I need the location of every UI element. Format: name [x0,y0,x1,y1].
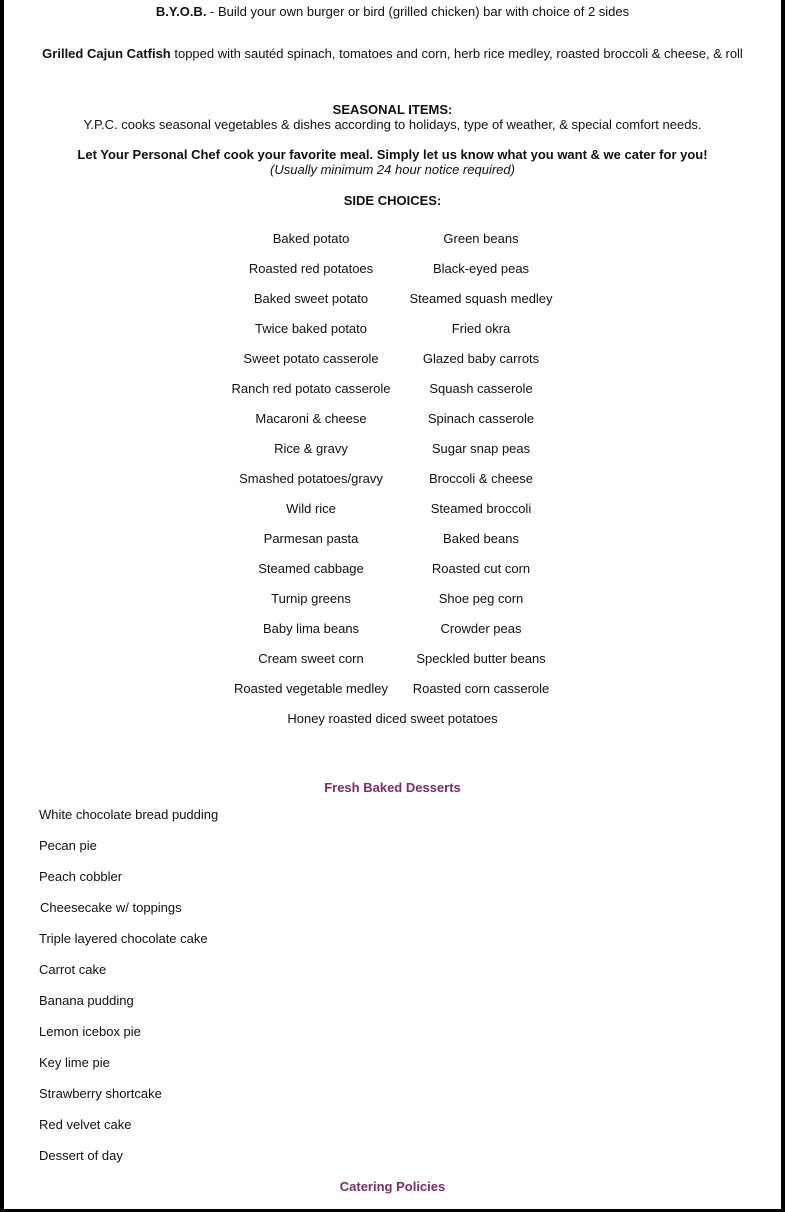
side-item-last: Honey roasted diced sweet potatoes [287,711,498,726]
side-item: Roasted red potatoes [248,261,374,276]
side-item: Baked sweet potato [253,291,369,306]
side-item: Macaroni & cheese [255,411,367,426]
side-item: Green beans [443,231,519,246]
side-item: Baked potato [272,231,350,246]
personal-chef-text: Let Your Personal Chef cook your favorite meal. Simply let us know what you want & we cater for you! [77,147,708,162]
desserts-heading: Fresh Baked Desserts [324,780,461,795]
side-item: Shoe peg corn [438,591,524,606]
side-item: Roasted vegetable medley [234,681,388,696]
side-item: Twice baked potato [254,321,368,336]
dessert-item: Triple layered chocolate cake [39,931,208,946]
side-item: Sweet potato casserole [243,351,379,366]
dessert-item: Pecan pie [39,838,97,853]
side-item: Glazed baby carrots [422,351,540,366]
side-item: Fried okra [451,321,511,336]
side-item: Baked beans [443,531,519,546]
side-item: Steamed squash medley [409,291,553,306]
side-choices-heading: SIDE CHOICES: [343,193,442,208]
side-item: Black-eyed peas [432,261,530,276]
catering-policies-heading: Catering Policies [339,1179,446,1194]
dessert-item: Strawberry shortcake [39,1086,162,1101]
catfish-item [4,46,781,62]
side-item: Smashed potatoes/gravy [239,471,383,486]
side-item: Roasted corn casserole [412,681,550,696]
side-item: Ranch red potato casserole [231,381,391,396]
dessert-item: Banana pudding [39,993,134,1008]
dessert-item: Lemon icebox pie [39,1024,141,1039]
side-item: Parmesan pasta [263,531,359,546]
side-item: Crowder peas [440,621,522,636]
side-item: Cream sweet corn [258,651,364,666]
side-item: Steamed cabbage [258,561,364,576]
dessert-item: Carrot cake [39,962,107,977]
side-item: Baby lima beans [262,621,360,636]
dessert-item: Cheesecake w/ toppings [40,900,182,915]
catfish-label: Grilled Cajun Catfish [42,46,171,61]
dessert-item: White chocolate bread pudding [39,807,219,822]
side-item: Speckled butter beans [416,651,546,666]
side-item: Broccoli & cheese [428,471,534,486]
seasonal-text: Y.P.C. cooks seasonal vegetables & dishes according to holidays, type of weather, & special comfort needs. [83,117,702,132]
side-item: Turnip greens [271,591,351,606]
side-item: Spinach casserole [427,411,535,426]
side-item: Squash casserole [429,381,533,396]
dessert-item: Peach cobbler [39,869,123,884]
seasonal-heading: SEASONAL ITEMS: [332,102,453,117]
side-item: Sugar snap peas [431,441,531,456]
side-item: Wild rice [286,501,336,516]
dessert-item: Key lime pie [39,1055,110,1070]
side-item: Roasted cut corn [431,561,531,576]
catfish-description: topped with sautéd spinach, tomatoes and corn, herb rice medley, roasted broccoli & cheese, & roll [170,46,743,61]
side-item: Rice & gravy [274,441,348,456]
dessert-item: Red velvet cake [39,1117,132,1132]
menu-page [4,0,781,1209]
byob-description: - Build your own burger or bird (grilled chicken) bar with choice of 2 sides [206,4,630,19]
byob-item [4,4,781,20]
side-item: Steamed broccoli [430,501,532,516]
byob-label: B.Y.O.B. [155,4,207,19]
personal-chef-note: (Usually minimum 24 hour notice required) [270,162,515,177]
dessert-item: Dessert of day [39,1148,123,1163]
